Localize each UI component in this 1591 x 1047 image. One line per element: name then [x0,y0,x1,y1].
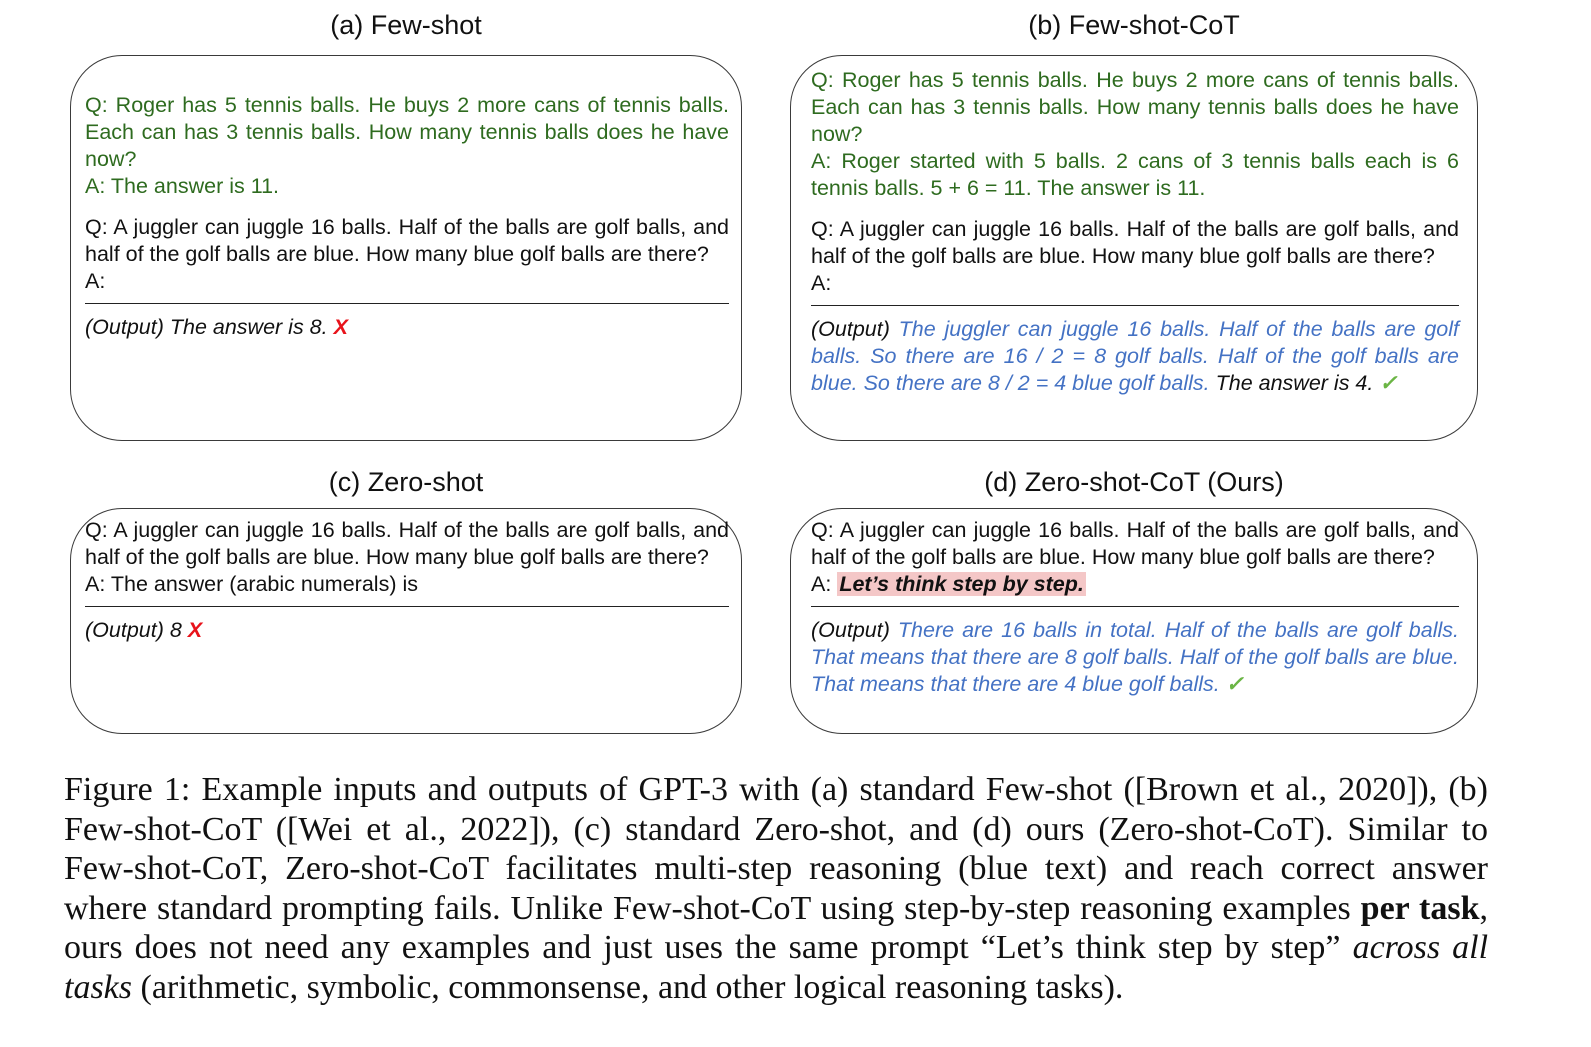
panel-a-example-question: Q: Roger has 5 tennis balls. He buys 2 more cans of tennis balls. Each can has 3 tennis balls. How many tennis balls does he have now? [85,93,729,171]
figure-caption [64,770,1488,1007]
panel-b-question: Q: A juggler can juggle 16 balls. Half of the balls are golf balls, and half of the golf balls are blue. How many blue golf balls are there? [811,217,1459,268]
panel-b-example-answer: A: Roger started with 5 balls. 2 cans of 3 tennis balls each is 6 tennis balls. 5 + 6 = 11. The answer is 11. [811,149,1459,200]
panel-a [70,55,742,441]
panel-a-example-answer: A: The answer is 11. [85,174,279,198]
panel-b-output [811,316,1459,397]
caption-bold: per task [1360,889,1480,927]
panel-d [790,508,1478,734]
panel-b-output-reasoning: The juggler can juggle 16 balls. Half of the balls are golf balls. So there are 16 / 2 = 8 golf balls. Half of the golf balls are blue. So there are 8 / 2 = 4 blue golf balls. [811,317,1459,395]
panel-d-answer-prompt: A: [811,572,832,596]
panel-b-example-question: Q: Roger has 5 tennis balls. He buys 2 more cans of tennis balls. Each can has 3 tennis balls. How many tennis balls does he have now? [811,68,1459,146]
panel-d-content [811,517,1459,698]
caption-text-1: Figure 1: Example inputs and outputs of GPT-3 with (a) standard Few-shot ([Brown et al., 2020]), (b) Few-shot-CoT ([Wei et al., 2022]), (c) standard Zero-shot, and (d) ours (Zero-shot-CoT). Similar to Few-shot-CoT, Zero-shot-CoT facilitates multi-step reasoning (blue text) and reach correct answer where standard prompting fails. Unlike Few-shot-CoT using step-by-step reasoning examples [64,771,1488,927]
panel-b-output-label: (Output) [811,317,890,341]
panel-b-content [811,67,1459,397]
panel-a-content [85,92,729,341]
panel-a-output-label: (Output) [85,315,164,339]
panel-c-answer-prompt: A: The answer (arabic numerals) is [85,572,418,596]
wrong-cross-icon: X [187,618,203,642]
panel-c-content [85,517,729,644]
panel-d-divider [811,606,1459,607]
panel-d-title: (d) Zero-shot-CoT (Ours) [984,467,1284,497]
caption-text-2: , ours does not need any examples and just uses the same prompt “Let’s think step by step” [64,889,1488,966]
panel-c-question: Q: A juggler can juggle 16 balls. Half of the balls are golf balls, and half of the golf balls are blue. How many blue golf balls are there? [85,518,729,569]
panel-b [790,55,1478,441]
panel-a-title: (a) Few-shot [330,10,482,40]
panel-c [70,508,742,734]
panel-b-title: (b) Few-shot-CoT [1028,10,1240,40]
caption-text-3: (arithmetic, symbolic, commonsense, and other logical reasoning tasks). [140,968,1124,1006]
panel-a-divider [85,303,729,304]
panel-c-output-label: (Output) [85,618,164,642]
panel-c-output-text: 8 [169,618,182,642]
correct-check-icon: ✓ [1225,672,1244,696]
panel-b-divider [811,305,1459,306]
panel-c-title: (c) Zero-shot [328,467,484,497]
panel-d-answer [811,571,1459,598]
panel-c-output [85,617,729,644]
panel-b-answer-prompt: A: [811,271,832,295]
panel-a-question: Q: A juggler can juggle 16 balls. Half of the balls are golf balls, and half of the golf balls are blue. How many blue golf balls are there? [85,215,729,266]
correct-check-icon: ✓ [1379,371,1398,395]
panel-d-question: Q: A juggler can juggle 16 balls. Half of the balls are golf balls, and half of the golf balls are blue. How many blue golf balls are there? [811,518,1459,569]
panel-d-output [811,617,1459,698]
panel-a-output [85,314,729,341]
panel-d-output-reasoning: There are 16 balls in total. Half of the balls are golf balls. That means that there are 8 golf balls. Half of the golf balls are blue. That means that there are 4 blue golf balls. [811,618,1459,696]
panel-c-divider [85,606,729,607]
wrong-cross-icon: X [333,315,348,339]
panel-a-answer-prompt: A: [85,269,106,293]
panel-b-output-text: The answer is 4. [1215,371,1374,395]
panel-a-output-text: The answer is 8. [169,315,328,339]
trigger-prompt-highlight: Let’s think step by step. [839,572,1084,596]
caption-italic: across all tasks [64,929,1489,1006]
panel-d-output-label: (Output) [811,618,890,642]
